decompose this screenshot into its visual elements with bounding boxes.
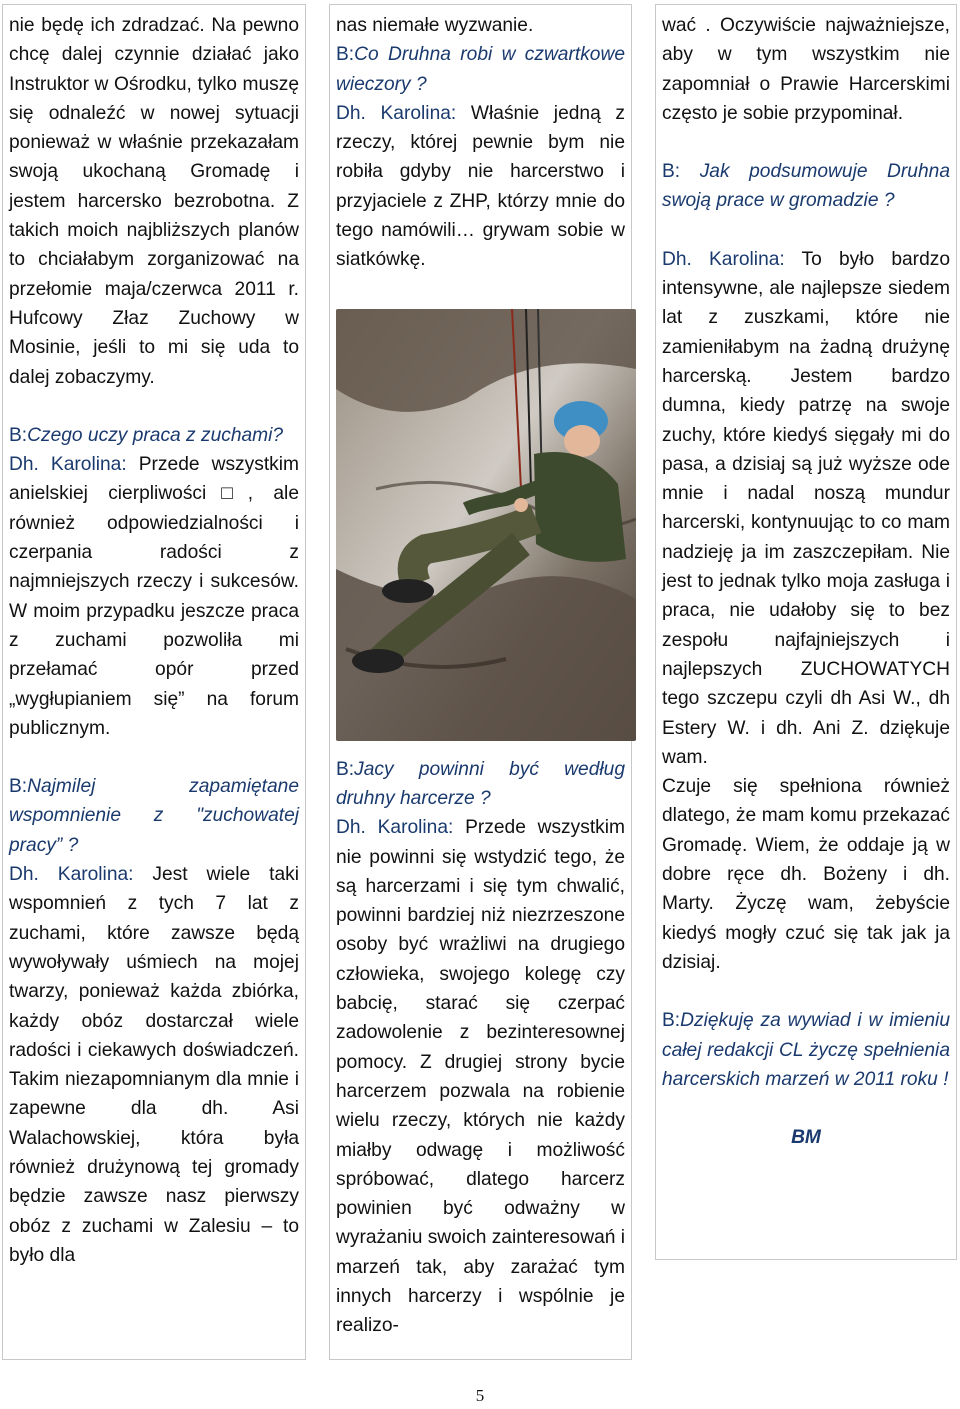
page-number: 5: [475, 1386, 485, 1405]
question-text: Dziękuję za wywiad i w imieniu całej redakcji CL życzę spełnienia harcerskich marzeń w 2011 roku !: [662, 1010, 950, 1090]
interviewer-label: B:: [9, 776, 28, 798]
question-1: [336, 40, 625, 99]
speaker-label: Dh. Karolina:: [336, 817, 454, 839]
interviewer-label: B:: [662, 161, 681, 183]
question-2: [662, 1006, 950, 1094]
speaker-label: Dh. Karolina:: [336, 102, 457, 124]
answer-1: [336, 99, 625, 275]
climber-photo: [336, 309, 636, 741]
speaker-label: Dh. Karolina:: [662, 248, 785, 270]
answer-text: To było bardzo intensywne, ale najlepsze siedem lat z zuszkami, które nie zamieniłabym na żadną drużynę harcerską. Jestem bardzo dumna, kiedy patrzę na swoje zuchy, które kiedyś sięgały mi do pasa, a dzisiaj są już wyższe ode mnie i nadal noszą mundur harcerski, kontynuując to co mam nadzieję ja im zaszczepiłam. Nie jest to jednak tylko moja zasługa i praca, nie udałoby się to bez zespołu najfajniejszych i najlepszych ZUCHOWATYCH tego szczepu czyli dh Asi W., dh Estery W. i dh. Ani Z. dziękuje wam.: [662, 248, 950, 768]
answer-text: Jest wiele taki wspomnień z tych 7 lat z zuchami, które zawsze będą wywoływały uśmiech na mojej twarzy, ponieważ każda zbiórka, każdy obóz dostarczał wiele radości i ciekawych doświadczeń. Takim niezapomnianym dla mnie i zapewne dla dh. Asi Walachowskiej, która była również drużynową tej gromady będzie zawsze nasz pierwszy obóz z zuchami w Zalesiu – to było dla: [9, 864, 299, 1266]
paragraph-continuation: nas niemałe wyzwanie.: [336, 15, 534, 36]
answer-2: [9, 860, 299, 1270]
paragraph-intro: nie będę ich zdradzać. Na pewno chcę dalej czynnie działać jako Instruktor w Ośrodku, tylko muszę się odnaleźć w nowej sytuacji ponieważ w właśnie przekazałam swoją ukochaną Gromadę i jestem harcersko bezrobotna. Z takich moich najbliższych planów to chciałabym zorganizować na przełomie maja/czerwca 2011 r. Hufcowy Złaz Zuchowy w Mosinie, jeśli to mi się uda to dalej zobaczymy.: [9, 15, 299, 388]
question-text: Czego uczy praca z zuchami?: [27, 424, 284, 446]
question-text: Jacy powinni być według druhny harcerze ?: [336, 758, 625, 809]
spacer: [662, 216, 950, 245]
interviewer-label: B:: [336, 44, 355, 66]
article-column-3: [655, 4, 957, 1260]
question-text: Co Druhna robi w czwartkowe wieczory ?: [336, 44, 625, 95]
question-1: [662, 157, 950, 216]
answer-2: [336, 813, 625, 1340]
answer-text: Przede wszystkim anielskiej cierpliwości□, ale również odpowiedzialności i czerpania radości z najmniejszych rzeczy i sukcesów. W moim przypadku jeszcze praca z zuchami pozwoliła mi przełamać opór przed „wygłupianiem się” na forum publicznym.: [9, 454, 300, 739]
answer-text: Przede wszystkim nie powinni się wstydzić tego, że są harcerzami i się tym chwalić, powinni bardziej niż niezrzeszone osoby być wrażliwi na drugiego człowieka, swojego kolegę czy babcię, starać się czerpać zadowolenie z bezinteresownej pomocy. Z drugiej strony bycie harcerzem pozwala na robienie wielu rzeczy, których nie każdy miałby odwagę i możliwość spróbować, dlatego harcerz powinien być odważny w wyrażaniu swoich zainteresowań i marzeń tak, aby zarażać tym innych harcerzy i wspólnie je realizo-: [336, 817, 626, 1337]
speaker-label: Dh. Karolina:: [9, 454, 127, 476]
paragraph-continuation: wać . Oczywiście najważniejsze, aby w tym wszystkim nie zapomniał o Prawie Harcerskimi często je sobie przypominał.: [662, 15, 950, 124]
answer-text: Właśnie jedną z rzeczy, której pewnie bym nie robiła gdyby nie harcerstwo i przyjaciele z ZHP, którzy mnie do tego namówili… grywam sobie w siatkówkę.: [336, 102, 625, 271]
question-text: Najmilej zapamiętane wspomnienie z "zuchowatej pracy” ?: [9, 776, 299, 856]
answer-1: [9, 450, 299, 743]
question-text: Jak podsumowuje Druhna swoją prace w gromadzie ?: [662, 161, 950, 212]
speaker-label: Dh. Karolina:: [9, 864, 134, 886]
interviewer-label: B:: [662, 1010, 681, 1032]
paragraph-closing: Czuje się spełniona również dlatego, że mam komu przekazać Gromadę. Wiem, że oddaje ją w dobre ręce dh. Bożeny i dh. Marty. Życzę wam, żebyście kiedyś mogły czuć się tak jak ja dzisiaj.: [662, 776, 950, 973]
author-signature: BM: [791, 1127, 821, 1149]
question-1: [9, 421, 299, 450]
interviewer-label: B:: [9, 424, 28, 446]
interviewer-label: B:: [336, 758, 355, 780]
question-2: [9, 772, 299, 860]
question-2: [336, 755, 625, 814]
answer-1: [662, 245, 950, 772]
article-column-1: [2, 4, 306, 1360]
article-column-2: [329, 4, 632, 1360]
